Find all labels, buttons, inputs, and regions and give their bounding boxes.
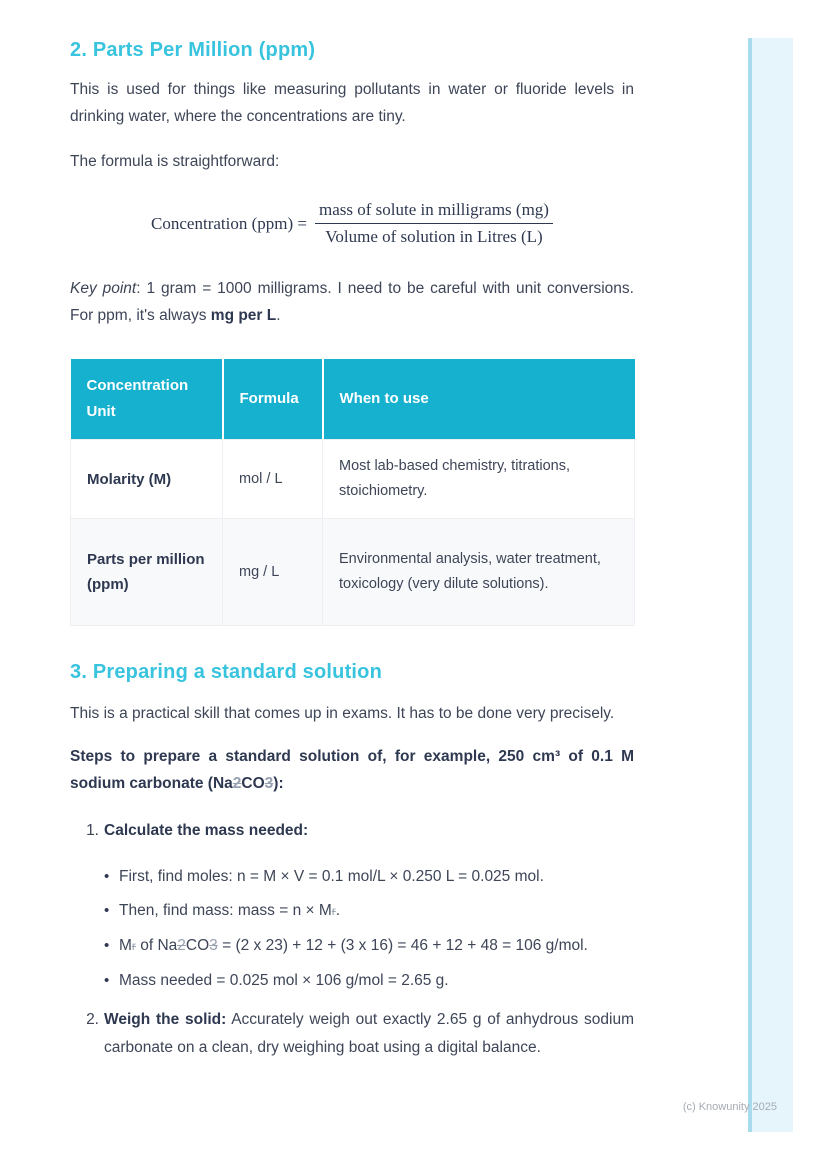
subscript-2: 2 xyxy=(177,937,186,954)
key-point-text: : 1 gram = 1000 milligrams. I need to be careful with unit conversions. For ppm, it's always xyxy=(70,280,634,324)
bullet-text xyxy=(119,897,634,925)
formula-numerator: mass of solute in milligrams (mg) xyxy=(315,200,553,224)
bullet-segment: M xyxy=(119,937,132,954)
key-point-paragraph xyxy=(70,275,634,329)
subscript-3: 3 xyxy=(209,937,218,954)
steps-intro-text: Steps to prepare a standard solution of, for example, 250 cm³ of 0.1 M sodium carbonate (Na xyxy=(70,748,634,792)
bullet-segment: . xyxy=(335,902,341,919)
step-number: 2. xyxy=(86,1011,99,1028)
step-1-bullets xyxy=(70,863,634,994)
subscript-2: 2 xyxy=(232,775,242,792)
subscript-3: 3 xyxy=(264,775,274,792)
steps-intro-text: CO xyxy=(241,775,265,792)
cell-unit: Molarity (M) xyxy=(71,440,223,519)
list-item xyxy=(70,967,634,994)
copyright-notice: (c) Knowunity 2025 xyxy=(682,1101,777,1113)
header-formula: Formula xyxy=(223,359,323,440)
section-heading-standard-solution: 3. Preparing a standard solution xyxy=(70,661,383,683)
cell-formula: mg / L xyxy=(223,519,323,626)
bullet-icon: • xyxy=(104,972,110,989)
key-point-tail: . xyxy=(276,307,281,324)
step-title: Calculate the mass needed: xyxy=(104,822,309,839)
bullet-segment: Then, find mass: mass = n × M xyxy=(119,902,332,919)
step-text xyxy=(104,1006,634,1062)
header-when-to-use: When to use xyxy=(323,359,635,440)
subscript-r: r xyxy=(131,939,136,953)
table-row xyxy=(71,519,635,626)
section-heading-ppm: 2. Parts Per Million (ppm) xyxy=(70,39,316,61)
bullet-segment: CO xyxy=(185,937,210,954)
list-item xyxy=(70,863,634,890)
formula-denominator: Volume of solution in Litres (L) xyxy=(325,227,543,246)
list-item xyxy=(70,932,634,960)
bullet-icon: • xyxy=(104,937,110,954)
steps-intro-text: ): xyxy=(273,775,284,792)
ppm-formula-lead-in: The formula is straightforward: xyxy=(70,153,280,170)
bullet-text xyxy=(119,932,634,960)
cell-use: Environmental analysis, water treatment, toxicology (very dilute solutions). xyxy=(323,519,635,626)
header-concentration-unit: Concentration Unit xyxy=(71,359,223,440)
ppm-formula xyxy=(70,200,634,247)
standard-intro-paragraph: This is a practical skill that comes up in exams. It has to be done very precisely. xyxy=(70,705,615,722)
bullet-segment: = (2 x 23) + 12 + (3 x 16) = 46 + 12 + 48 = 106 g/mol. xyxy=(217,937,588,954)
formula-lhs: Concentration (ppm) = xyxy=(151,213,307,233)
numbered-step-1 xyxy=(70,817,634,845)
subscript-r: r xyxy=(331,904,336,918)
step-body-text: Accurately weigh out exactly 2.65 g of anhydrous sodium carbonate on a clean, dry weighing boat using a digital balance. xyxy=(104,1011,634,1056)
list-item xyxy=(70,897,634,925)
step-title: Weigh the solid: xyxy=(104,1011,227,1028)
key-point-bold: mg per L xyxy=(210,307,277,324)
bullet-icon: • xyxy=(104,868,110,885)
bullet-text: Mass needed = 0.025 mol × 106 g/mol = 2.65 g. xyxy=(119,972,449,989)
cell-unit: Parts per million (ppm) xyxy=(71,519,223,626)
page-edge-highlight-bar xyxy=(748,38,793,1132)
numbered-step-2 xyxy=(70,1006,634,1062)
table-header-row xyxy=(71,359,635,440)
page-content xyxy=(70,0,634,1062)
cell-use: Most lab-based chemistry, titrations, stoichiometry. xyxy=(323,440,635,519)
bullet-icon: • xyxy=(104,902,110,919)
steps-intro-paragraph xyxy=(70,743,634,797)
concentration-units-table xyxy=(70,359,635,626)
cell-formula: mol / L xyxy=(223,440,323,519)
formula-fraction xyxy=(315,200,553,247)
step-number: 1. xyxy=(86,822,99,839)
table-row xyxy=(71,440,635,519)
key-point-label: Key point xyxy=(70,280,137,297)
bullet-segment: of Na xyxy=(135,937,178,954)
bullet-text: First, find moles: n = M × V = 0.1 mol/L × 0.250 L = 0.025 mol. xyxy=(119,868,544,885)
ppm-intro-paragraph: This is used for things like measuring pollutants in water or fluoride levels in drinking water, where the concentrations are tiny. xyxy=(70,81,634,125)
